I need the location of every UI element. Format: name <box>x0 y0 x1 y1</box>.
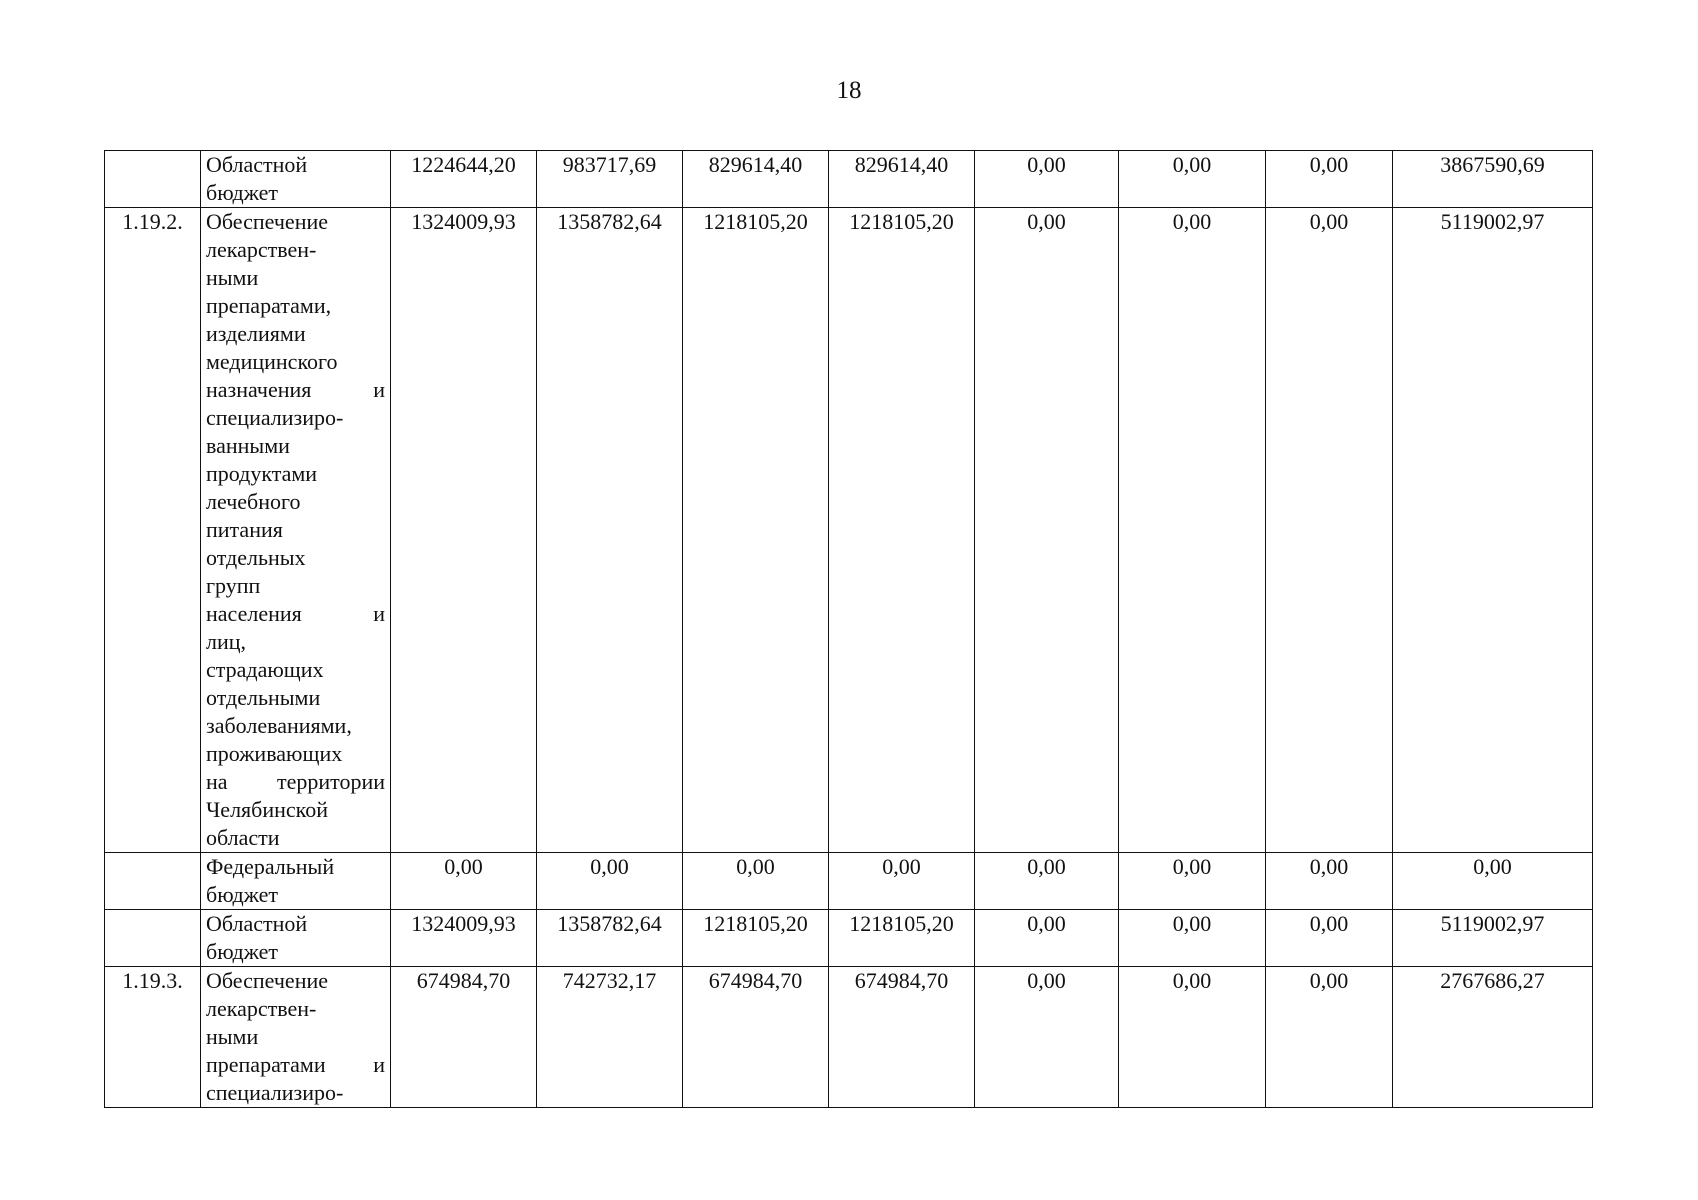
value-cell: 0,00 <box>1119 853 1266 910</box>
table-row <box>105 151 1593 208</box>
value-cell: 1218105,20 <box>683 910 829 967</box>
item-name-line: ными <box>206 1024 259 1049</box>
value-cell: 674984,70 <box>829 967 975 1108</box>
value-cell: 0,00 <box>1266 853 1393 910</box>
value-cell: 0,00 <box>975 910 1119 967</box>
value-cell: 1224644,20 <box>391 151 537 208</box>
value-cell: 0,00 <box>1119 208 1266 853</box>
item-name-line: бюджет <box>206 939 278 964</box>
total-cell: 3867590,69 <box>1393 151 1593 208</box>
row-number-cell <box>105 853 201 910</box>
value-cell: 1358782,64 <box>537 910 683 967</box>
item-name-line: изделиями <box>206 321 306 346</box>
table-row <box>105 910 1593 967</box>
value-cell: 829614,40 <box>829 151 975 208</box>
value-cell: 0,00 <box>1266 208 1393 853</box>
value-cell: 0,00 <box>829 853 975 910</box>
item-name-line: Обеспечение <box>206 209 328 234</box>
item-name-line: групп <box>206 573 261 598</box>
value-cell: 1218105,20 <box>829 910 975 967</box>
item-name-cell <box>201 208 391 853</box>
total-cell: 5119002,97 <box>1393 208 1593 853</box>
item-name-line: лечебного <box>206 489 301 514</box>
item-name-line: ными <box>206 265 259 290</box>
item-name-line: бюджет <box>206 180 278 205</box>
item-name-cell <box>201 967 391 1108</box>
row-number-cell <box>105 151 201 208</box>
value-cell: 1324009,93 <box>391 208 537 853</box>
value-cell: 1218105,20 <box>829 208 975 853</box>
value-cell: 0,00 <box>1266 967 1393 1108</box>
value-cell: 0,00 <box>975 151 1119 208</box>
value-cell: 674984,70 <box>683 967 829 1108</box>
row-number-cell: 1.19.2. <box>105 208 201 853</box>
item-name-line: населения и <box>206 601 385 626</box>
value-cell: 0,00 <box>975 208 1119 853</box>
item-name-line: отдельными <box>206 685 321 710</box>
table-row <box>105 967 1593 1108</box>
item-name-line: специализиро- <box>206 1080 344 1105</box>
item-name-line: страдающих <box>206 657 324 682</box>
item-name-cell <box>201 910 391 967</box>
value-cell: 0,00 <box>683 853 829 910</box>
item-name-cell <box>201 853 391 910</box>
value-cell: 1324009,93 <box>391 910 537 967</box>
value-cell: 0,00 <box>1119 967 1266 1108</box>
total-cell: 5119002,97 <box>1393 910 1593 967</box>
item-name-line: лекарствен- <box>206 237 317 262</box>
item-name-line: специализиро- <box>206 405 344 430</box>
item-name-cell <box>201 151 391 208</box>
item-name-line: лиц, <box>206 629 247 654</box>
item-name-line: лекарствен- <box>206 996 317 1021</box>
item-name-line: назначения и <box>206 377 385 402</box>
value-cell: 983717,69 <box>537 151 683 208</box>
item-name-line: бюджет <box>206 882 278 907</box>
value-cell: 0,00 <box>975 853 1119 910</box>
item-name-line: Челябинской <box>206 797 329 822</box>
value-cell: 0,00 <box>1266 910 1393 967</box>
item-name-line: питания <box>206 517 283 542</box>
row-number-cell: 1.19.3. <box>105 967 201 1108</box>
value-cell: 0,00 <box>1119 910 1266 967</box>
item-name-line: области <box>206 825 280 850</box>
item-name-line: препаратами, <box>206 293 332 318</box>
value-cell: 1358782,64 <box>537 208 683 853</box>
item-name-line: Федеральный <box>206 854 335 879</box>
item-name-line: Областной <box>206 152 308 177</box>
item-name-line: препаратами и <box>206 1052 385 1077</box>
item-name-line: ванными <box>206 433 290 458</box>
row-number-cell <box>105 910 201 967</box>
item-name-line: заболеваниями, <box>206 713 352 738</box>
value-cell: 0,00 <box>537 853 683 910</box>
page-number: 18 <box>836 77 862 104</box>
item-name-line: продуктами <box>206 461 318 486</box>
value-cell: 674984,70 <box>391 967 537 1108</box>
budget-table <box>104 150 1593 1108</box>
item-name-line: отдельных <box>206 545 306 570</box>
value-cell: 829614,40 <box>683 151 829 208</box>
value-cell: 0,00 <box>1266 151 1393 208</box>
item-name-line: Обеспечение <box>206 968 328 993</box>
table-row <box>105 853 1593 910</box>
value-cell: 0,00 <box>975 967 1119 1108</box>
value-cell: 0,00 <box>391 853 537 910</box>
total-cell: 2767686,27 <box>1393 967 1593 1108</box>
value-cell: 742732,17 <box>537 967 683 1108</box>
value-cell: 1218105,20 <box>683 208 829 853</box>
value-cell: 0,00 <box>1119 151 1266 208</box>
total-cell: 0,00 <box>1393 853 1593 910</box>
item-name-line: проживающих <box>206 741 343 766</box>
table-row <box>105 208 1593 853</box>
item-name-line: медицинского <box>206 349 338 374</box>
item-name-line: на территории <box>206 769 385 794</box>
item-name-line: Областной <box>206 911 308 936</box>
